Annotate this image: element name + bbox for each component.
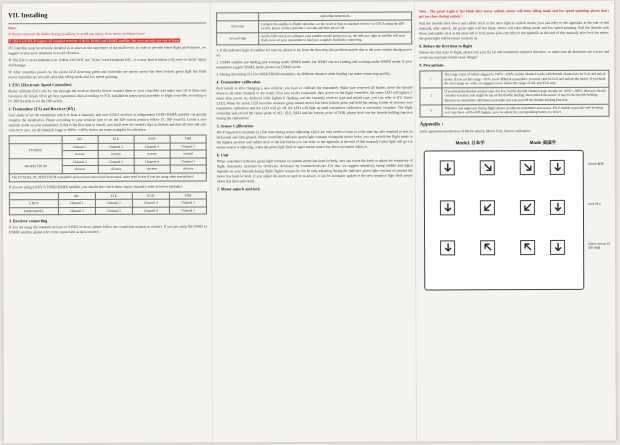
table-row [217,32,412,45]
arrow-down-icon [552,162,562,172]
stick-key [550,240,565,255]
section-title-installing: VII. Installing [8,12,48,20]
table-cell: Channel 1 [58,200,95,208]
heading-sensor-calibration: 5. Sensor Calibration [216,123,253,129]
stick-key [480,240,495,255]
divider [8,22,206,24]
heading-receiver-connecting: 3. Receiver connecting [8,218,48,224]
mode1-label: Mode1 日本手 [455,139,485,146]
text-esc: Please calibrate ESCs one by one through the receiver directly before connect them to your controller and make sure all of them turn Governor off. Break off to get best experience, then according to [VII. Installation Instruction] assemble to flight controller according to [V. DIP Switch] to set the DIP switch. [8,88,207,104]
table-cell: Connect the satellite to flight controller, set the receiver type to standard receiver or S.BUS using the DIP switch, power on the controller 5 seconds and then power off. [259,20,412,33]
table-cell: Channel 3 [98,158,134,166]
column-calibration [216,10,413,194]
table-row-label: 2 [420,88,442,105]
manual-page [2,1,616,444]
table-row [420,87,609,105]
heading-appendix: Appendix : [419,122,444,128]
stick-key [440,240,455,255]
heading-motor-unlock: 7. Motor unlock and lock [216,186,260,192]
stick-key [550,160,565,175]
table-header-cell: RUD [132,192,169,200]
arrow-down-right-icon [522,162,532,172]
note-4: ④ The ESC's travel endpoint is at 1100us, DO NOT use "Sytax" travel endpoint ESC, or it may lead accident to fly error or motor injury and damage. [8,57,207,68]
heading-before-flight: 8. Before the first time to flight [419,43,472,49]
table-note: The FUTABA, JR, SPEKTRUM transmitter and receivers above had been tested, users need to test if you are using other transmitters！ [9,173,206,181]
arrow-down-left-icon [482,202,492,212]
text-unit: When controller's indicator green light constant on (means motor has been locked), user can rotate the knob to adjust the sensitivity of flight. Sensitivity increases by clockwise, decreases by counterclockwise. For this, we suggest sensitivity being middle and adjust depends on your demand during flight; higher sensitivity can be only adjusting during the indicator green light constant on (means the motor has been locked). If you adjust the knob or need to re-power, it can be automatic update to the new sensitive light flash means motor has been unlocked). [216,158,413,184]
table-cell: reverse [98,150,134,158]
table-cell: Channel 4 [134,143,170,151]
arrow-up-left-icon [483,242,493,252]
table-row-label: S.BUS [9,200,58,208]
fold-line-right [414,2,417,442]
table-row [217,20,412,33]
text-sbus-intro: If you are using S.BUS or DSM2/DSMX satellite, you should also check these output channel's order as below (default): [8,184,183,189]
table-cell: Channel 1 [169,207,206,215]
adjust-sensor-label: Adjust sensor 校准传感器 [588,241,611,250]
table-cell: reverse [62,151,98,159]
table-header-cell: ELE [98,135,134,143]
green-light-note: Note : The green Light is flat blink after motor unlock, motor will enter idling mode and low speed spinning, please don't get too close during unlock！ [419,8,610,19]
unlock-label: Unlock 解锁 [587,161,604,166]
fold-line-left [210,2,213,442]
note-label: Note: [8,26,17,31]
arrow-down-icon [553,242,563,252]
table-header-cell: RUD [134,135,170,143]
precautions-table [419,70,609,118]
lock-label: Lock 锁定 [587,201,602,206]
table-note-row [9,173,206,181]
table-row-label: Second step [217,32,259,44]
satellite-steps-table [216,12,412,46]
note-3: ③ Controller must be securely installed in its place as the barycenter of the multi-rotor, in order to provide better flight performance, we suggest to take more measures to avoid vibration. [8,45,207,56]
satellite-note-2: 2. DSMX satellite use binding and working under DSMX mode, but DSM2 can not binding and working under DSMX mode. If your transmitter support DSMX mode, please use DSMX mode. [216,59,413,70]
table-cell: Channel 4 [134,158,170,166]
table-header-cell: THR [170,135,206,143]
table-row-label: DSM2/DSMX [9,207,58,215]
arrow-up-left-icon [523,242,533,252]
heading-precautions: 9. Precautions [419,62,444,68]
table-header-cell [217,13,259,21]
text-tx-calibration: First install or after changing a new receiver, you have to calibrate the transmitter. Make sure removed all blades, move the throttle down to all other channels to the center. First turn on the transmitter then power on the flight controller, the status LED will lighten 2 times after power on, different order lighten 6 flashing, use the currently receiver type and mixed type, you can refer to [IV. Status LED]. When the status LED becomes constant green means motor has been locked, press and hold the setting button of receiver own transmitter calibration and the LED will go off, the LED will light up until transmitter calibration is successful complete. The flight controller will record the center point of AIL, ELE, RUD and the bottom point of THR, please don't use the throttle holding function during the calibration！ [216,85,413,121]
table-row-label: FUTABA [9,143,62,158]
table-cell: obverse [134,165,170,173]
table-cell: The range value of rudder suggest to 100%~-100%, rudder channel works with throttle channel are for lock and unlock motor. If you set this range < 85%, most different transmitter, you may can't be lock and unlock the motor. If you think the stick range too wide, we suggest you to reduce the range of AIL and ELE only. [442,70,609,88]
text-receiver-connecting: If you are using the standard receiver or S.BUS receiver, please follow the connection manual to connect. If you are using the DSM2 or DSMX satellite, please refer to the instruction as shown below : [9,224,208,235]
table-row [420,70,609,88]
note-5: ⑤ After controller power on, the motor LED detecting green and controller are motor; motor has been locked, green light has blink motor controller are not still valid after idling mode and low speed spinning. [8,69,207,80]
channel-table-transmitters [9,134,207,181]
arrow-down-icon [442,203,452,213]
table-cell: obverse [170,165,206,173]
text-before-flight: Before the first time to flight, please test your fly kit and transmitter control's direction, to make sure all directions are correct and avoid any improper install cause danger！ [419,49,610,60]
table-cell: Channel 2 [98,143,134,151]
arrow-down-icon [442,163,452,173]
table-cell: Channel 2 [95,199,132,207]
table-cell: Channel 2 [58,207,95,215]
stick-key [520,240,535,255]
table-cell: Channel 3 [170,143,206,151]
table-header-cell: operating instructions [259,12,412,20]
table-cell: Channel 1 [170,158,206,166]
table-header-cell: AIL [58,192,95,200]
arrow-down-right-icon [482,162,492,172]
table-cell: Set the DIP switch according to your satellite model and power on, the indicator light of satellite will start flash, now set your transmitter to bind you complete finish the connecting. [259,32,412,45]
mode2-label: Mode 美国手 [529,139,557,145]
table-header-cell: AIL [62,135,98,143]
table-cell: Channel 3 [169,199,206,207]
table-cell: normal [170,150,206,158]
text-sensor-calibration: RX-P required to maintain in a flat state during sensor adjusting, QQ-S are only needs to keep in a flat state but also required to rest on horizontal and firm ground. When controller's indicator green light constant extinguish motor locks, you can switch the flight mode to the highest position and rudder stick to the left before you can refer to the appendix at the end of this manual) Green light will go out means sensor is adjusting, when the green light flash or again means sensor has been successful adjust it. [216,129,413,150]
text-motor-unlock: Pull the throttle stick down and rudder stick at the most right to unlock motor (you can refer to the appendix at the end of this manual), after unlock, the green light will has blink, motor will enter idling mode and low speed spinning. Pull the throttle stick down and rudder stick at the most left to lock motor (you can refer to the appendix at the end of this manual), after lock the motor, the green light will becomes constant on. [419,20,610,41]
heading-esc: 1. ESC (Electronic Speed Controller) [8,82,72,88]
note-1: ① Please removed the blades during installing, to avoid any injury from motor accidental start！ [8,31,148,37]
satellite-note-3: 3. During the testing of a few SPEKTRUM transmitter, try different distance when binding can make connecting quickly. [216,71,391,77]
stick-key [440,200,455,215]
table-cell: Channel 2 [62,158,98,166]
text-tx-rx: User needs to set the transmitter which at least 4 channels, and uses S.BUS receiver or independent DSM2/DSMX satellite can greatly simplify the installation. Please according to your receiver type to set the DIP switch position follow [V. DIP Switch]. Create a new airplane mode on your transmitter, if this is the first time to install, user shall reset the model's data as default and then all trim and sub-trim set to zero, set all channels range to 100%~-100%, below are some examples for reference: [8,112,207,133]
stick-key [480,200,495,215]
arrow-down-icon [443,243,453,253]
heading-tx-rx: 2. Transmitter (TX) and Receiver (RX) [8,106,75,112]
arrow-down-left-icon [522,202,532,212]
table-cell: If you think the throttle control value too low, but the throttle channel range already set 100%~-100%, then you should consider to inside, you might be top on the throttle holding when unlock the motor, it may be the throttle holding function on transmitter calibration and make sure you turn off the throttle holding function. [442,87,609,105]
table-row [9,207,206,215]
table-cell: reverse [134,150,170,158]
arrow-down-icon [552,202,562,212]
satellite-note-1: 1. If the indicator light of satellite are turn on, please to try from the first step, this problem maybe due to the poor contact during power on. [216,47,413,58]
stick-key [550,200,565,215]
table-row-label: JR/SPECTRUM [9,158,62,173]
text-appendix: Stick operation introduction of Motor unlock, Motor lock, Sensor calibration : [419,128,533,134]
table-cell: obverse [62,166,98,174]
heading-tx-calibration: 4. Transmitter calibration [216,79,261,85]
channel-table-sbus [9,191,207,216]
column-installing [8,10,207,237]
table-header-cell: THR [169,192,206,200]
heading-unit: 6. Unit [216,152,229,158]
table-cell: obverse [98,166,134,174]
stick-key [480,160,495,175]
table-row-label: 3 [420,104,442,116]
stick-key [520,160,535,175]
note-2-highlighted: ② QQ-S and RX-P support all standard receiver, S.BUS, DSM2 and DSMX satellite, but you can only use one of them. [8,38,181,44]
table-cell: Channel 4 [132,207,169,215]
table-cell: Channel 3 [95,207,132,215]
stick-key [520,200,535,215]
column-precautions [419,9,610,299]
table-cell: Channel 1 [62,143,98,151]
table-row [420,104,609,117]
table-cell: Vibration and imprecise during flight, please recalibrate transmitter and sensor. RX-P unable to provide self-leveling, so it may have a little drift happen, you can adjust the corresponding button to correct. [442,104,609,117]
table-row-label: First step [217,20,259,32]
stick-diagram [420,137,611,298]
table-row-label: 1 [420,71,442,88]
table-cell: Channel 4 [132,199,169,207]
stick-key [440,160,455,175]
table-header-cell: ELE [95,192,132,200]
